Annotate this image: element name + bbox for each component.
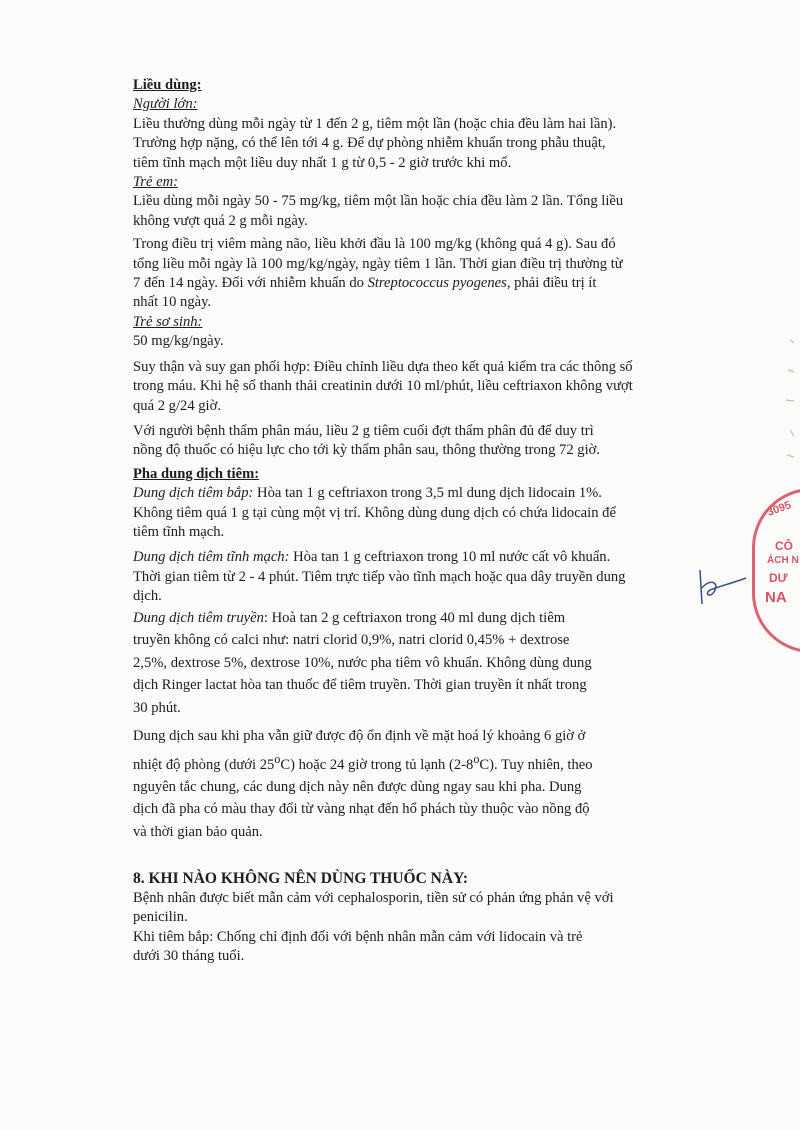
infusion-line-3: 2,5%, dextrose 5%, dextrose 10%, nước pha tiêm vô khuẩn. Không dùng dung bbox=[133, 654, 592, 671]
children-para2-line-3 bbox=[133, 274, 703, 293]
children-para2-line-3a: 7 đến 14 ngày. Đối với nhiễm khuẩn do bbox=[133, 275, 368, 292]
children-subheading: Trẻ em: bbox=[133, 174, 178, 191]
im-line-3: tiêm tĩnh mạch. bbox=[133, 523, 225, 540]
renal-line-1: Suy thận và suy gan phối hợp: Điều chỉnh liều dựa theo kết quả kiểm tra các thông số bbox=[133, 358, 633, 375]
section8-line-1: Bệnh nhân được biết mẫn cảm với cephalosporin, tiền sử có phản ứng phản vệ với bbox=[133, 889, 614, 906]
dialysis-line-1: Với người bệnh thẩm phân máu, liều 2 g tiêm cuối đợt thẩm phân đủ để duy trì bbox=[133, 422, 594, 439]
dialysis-line-2: nồng độ thuốc có hiệu lực cho tới kỳ thẩm phân sau, thông thường trong 72 giờ. bbox=[133, 442, 600, 459]
preparation-heading: Pha dung dịch tiêm: bbox=[133, 465, 260, 482]
section8-line-4: dưới 30 tháng tuổi. bbox=[133, 948, 245, 965]
stability-line-2b: C) hoặc 24 giờ trong tủ lạnh (2-8 bbox=[280, 756, 474, 773]
stability-line-2a: nhiệt độ phòng (dưới 25 bbox=[133, 756, 275, 773]
iv-line-3: dịch. bbox=[133, 588, 162, 605]
adults-line-2: Trường hợp nặng, có thể lên tới 4 g. Để dự phòng nhiễm khuẩn trong phẫu thuật, bbox=[133, 135, 606, 152]
newborn-dose: 50 mg/kg/ngày. bbox=[133, 333, 224, 350]
infusion-line-1-text: : Hoà tan 2 g ceftriaxon trong 40 ml dung dịch tiêm bbox=[263, 609, 566, 626]
newborn-subheading: Trẻ sơ sinh: bbox=[133, 313, 203, 330]
iv-lead: Dung dịch tiêm tĩnh mạch: bbox=[133, 549, 290, 566]
infusion-lead: Dung dịch tiêm truyền bbox=[133, 609, 264, 626]
stability-line-1: Dung dịch sau khi pha vẫn giữ được độ ổn định về mặt hoá lý khoảng 6 giờ ở bbox=[133, 728, 586, 745]
adults-line-3: tiêm tĩnh mạch một liều duy nhất 1 g từ 0,5 - 2 giờ trước khi mổ. bbox=[133, 154, 512, 171]
stamp bbox=[752, 488, 800, 653]
organism-name: Streptococcus pyogenes bbox=[367, 275, 507, 292]
dosage-heading: Liều dùng: bbox=[133, 77, 202, 93]
im-line-2: Không tiêm quá 1 g tại cùng một vị trí. Không dùng dung dịch có chứa lidocain để bbox=[133, 504, 616, 521]
children-para2-line-4: nhất 10 ngày. bbox=[133, 294, 212, 311]
children-para2-line-3b: , phải điều trị ít bbox=[506, 275, 597, 292]
iv-line-2: Thời gian tiêm từ 2 - 4 phút. Tiêm trực tiếp vào tĩnh mạch hoặc qua dây truyền dung bbox=[133, 568, 626, 585]
im-line-1-text: Hòa tan 1 g ceftriaxon trong 3,5 ml dung dịch lidocain 1%. bbox=[253, 485, 602, 502]
adults-line-1: Liều thường dùng mỗi ngày từ 1 đến 2 g, tiêm một lần (hoặc chia đều làm hai lần). bbox=[133, 115, 617, 132]
stamp-text-2: CÔ bbox=[775, 539, 793, 553]
iv-line-1-text: Hòa tan 1 g ceftriaxon trong 10 ml nước cất vô khuẩn. bbox=[289, 549, 611, 566]
degree-sup-1: o bbox=[274, 751, 281, 766]
section8-line-3: Khi tiêm bắp: Chống chỉ định đối với bệnh nhân mẫn cảm với lidocain và trẻ bbox=[133, 928, 583, 945]
infusion-line-4: dịch Ringer lactat hòa tan thuốc để tiêm truyền. Thời gian truyền ít nhất trong bbox=[133, 677, 587, 694]
adults-subheading: Người lớn: bbox=[133, 96, 198, 113]
section8-heading: 8. KHI NÀO KHÔNG NÊN DÙNG THUỐC NÀY: bbox=[133, 870, 468, 888]
degree-sup-2: o bbox=[473, 751, 480, 766]
stamp-text-5: NA bbox=[765, 589, 787, 606]
stability-line-2c: C). Tuy nhiên, theo bbox=[479, 756, 593, 773]
document-page bbox=[133, 76, 703, 966]
signature bbox=[690, 560, 750, 610]
im-line-1 bbox=[133, 484, 703, 503]
stability-line-2 bbox=[133, 748, 703, 776]
stamp-text-4: DƯ bbox=[769, 571, 788, 585]
children-para2-line-2: tổng liều mỗi ngày là 100 mg/kg/ngày, ngày tiêm 1 lần. Thời gian điều trị thường từ bbox=[133, 255, 623, 272]
im-lead: Dung dịch tiêm bắp: bbox=[133, 485, 254, 502]
renal-line-2: trong máu. Khi hệ số thanh thải creatinin dưới 10 ml/phút, liều ceftriaxon không vượt bbox=[133, 378, 633, 395]
stamp-text-3: ÁCH N bbox=[767, 555, 799, 566]
children-para1-line-1: Liều dùng mỗi ngày 50 - 75 mg/kg, tiêm một lần hoặc chia đều làm 2 lần. Tổng liều bbox=[133, 193, 624, 210]
margin-marks bbox=[770, 330, 800, 480]
infusion-line-5: 30 phút. bbox=[133, 699, 181, 716]
children-para2-line-1: Trong điều trị viêm màng não, liều khởi đầu là 100 mg/kg (không quá 4 g). Sau đó bbox=[133, 236, 616, 253]
infusion-line-2: truyền không có calci như: natri clorid 0,9%, natri clorid 0,45% + dextrose bbox=[133, 632, 570, 649]
infusion-line-1 bbox=[133, 607, 703, 630]
stability-line-5: và thời gian bảo quản. bbox=[133, 823, 263, 840]
renal-line-3: quá 2 g/24 giờ. bbox=[133, 397, 221, 414]
stability-line-3: nguyên tắc chung, các dung dịch này nên được dùng ngay sau khi pha. Dung bbox=[133, 778, 582, 795]
stability-line-4: dịch đã pha có màu thay đổi từ vàng nhạt đến hổ phách tùy thuộc vào nồng độ bbox=[133, 801, 590, 818]
children-para1-line-2: không vượt quá 2 g mỗi ngày. bbox=[133, 212, 308, 229]
iv-line-1 bbox=[133, 548, 703, 567]
stamp-text-1: 3095 bbox=[765, 499, 793, 519]
section8-line-2: penicilin. bbox=[133, 909, 188, 926]
